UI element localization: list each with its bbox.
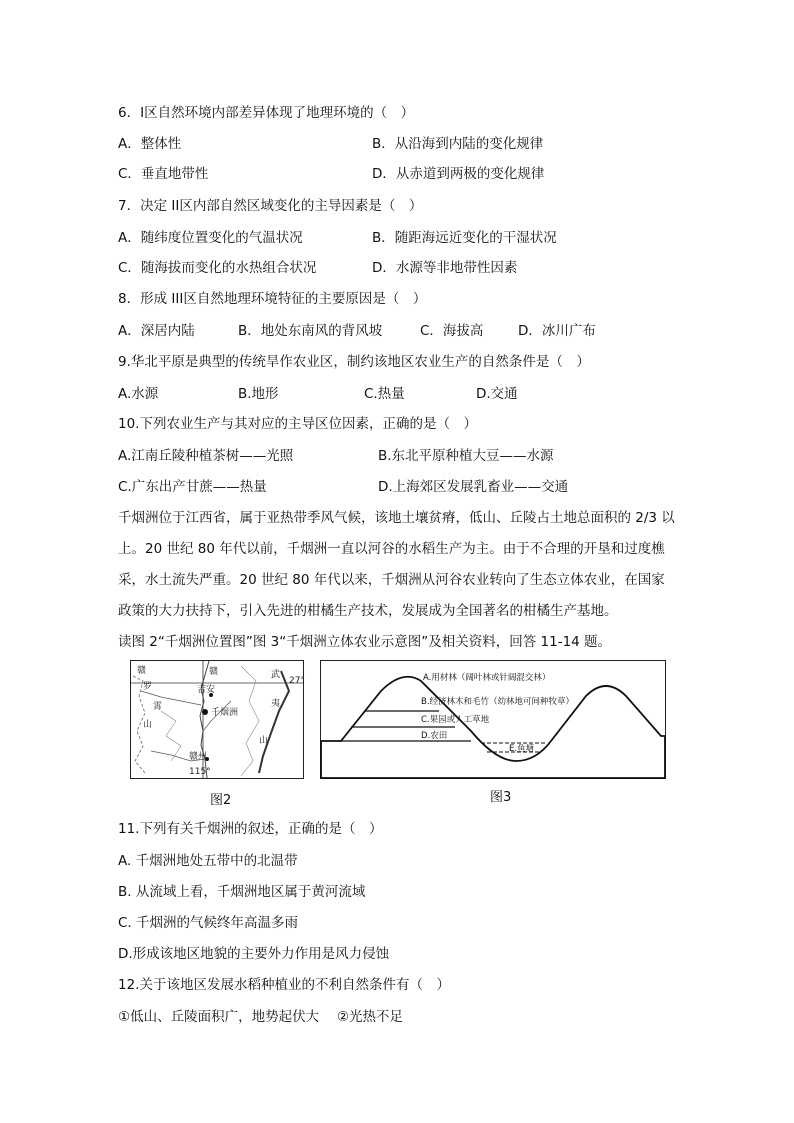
q8-option-a: A．深居内陆 — [118, 323, 195, 339]
qianyanzhou-marker — [202, 709, 208, 715]
zone-b-label: B.经济林木和毛竹（幼林地可间种牧草） — [421, 697, 575, 707]
q8-option-b: B．地处东南风的背风坡 — [238, 323, 383, 339]
q6-option-d: D．从赤道到两极的变化规律 — [372, 166, 545, 182]
latitude-label: 27° — [289, 676, 305, 686]
q9-option-b: B.地形 — [238, 386, 279, 402]
q10-option-b: B.东北平原种植大豆——水源 — [378, 448, 554, 464]
q9-option-d: D.交通 — [476, 386, 518, 402]
reading-passage: 千烟洲位于江西省，属于亚热带季风气候，该地土壤贫瘠，低山、丘陵占土地总面积的 2/3 以上。20 世纪 80 年代以前，千烟洲一直以河谷的水稻生产为主。由于不合理的开垦和过度樵采，水土流失严重。20 世纪 80 年代以来，千烟洲从河谷农业转向了生态立体农业，在国家政策的大力扶持下，引入先进的柑橘生产技术，发展成为全国著名的柑橘生产基地。 — [118, 510, 675, 619]
q9-stem: 9.华北平原是典型的传统旱作农业区，制约该地区农业生产的自然条件是（ ） — [118, 354, 590, 370]
q6-option-c: C．垂直地带性 — [118, 166, 209, 182]
q8-option-c: C．海拔高 — [420, 323, 484, 339]
figure-intro: 读图 2“千烟洲位置图”图 3“千烟洲立体农业示意图”及相关资料，回答 11-14 题。 — [118, 634, 612, 650]
q10-option-d: D.上海郊区发展乳畜业——交通 — [378, 479, 569, 495]
map-label: 霄 — [153, 702, 163, 712]
q8-option-d: D．冰川广布 — [518, 323, 596, 339]
q10-option-a: A.江南丘陵种植茶树——光照 — [118, 448, 294, 464]
terrain-contour — [241, 666, 259, 776]
profile-drawing — [321, 661, 665, 778]
q7-option-d: D．水源等非地带性因素 — [372, 260, 518, 276]
q11-option-b: B. 从流域上看，千烟洲地区属于黄河流域 — [118, 884, 366, 900]
map-label: 山 — [259, 736, 269, 746]
zone-c-label: C.果园或人工草地 — [421, 715, 490, 725]
q10-option-c: C.广东出产甘蔗——热量 — [118, 479, 267, 495]
q12-stem: 12.关于该地区发展水稻种植业的不利自然条件有（ ） — [118, 977, 450, 993]
q8-stem: 8．形成 III区自然地理环境特征的主要原因是（ ） — [118, 291, 427, 307]
q12-option-1-2: ①低山、丘陵面积广，地势起伏大 ②光热不足 — [118, 1009, 403, 1025]
river-branch — [141, 691, 201, 705]
q10-stem: 10.下列农业生产与其对应的主导区位因素，正确的是（ ） — [118, 416, 477, 432]
q9-option-a: A.水源 — [118, 386, 159, 402]
map-label: 赣 — [137, 666, 147, 676]
q11-stem: 11.下列有关千烟洲的叙述，正确的是（ ） — [118, 821, 383, 837]
longitude-label: 115° — [189, 767, 211, 777]
q6-option-a: A．整体性 — [118, 136, 182, 152]
q7-option-b: B．随距海远近变化的干湿状况 — [372, 230, 557, 246]
zone-a-label: A.用材林（阔叶林或针阔混交林） — [423, 673, 551, 683]
figure-2-map — [130, 660, 304, 779]
map-label: 赣 — [209, 667, 219, 677]
q7-option-c: C．随海拔而变化的水热组合状况 — [118, 260, 317, 276]
figure-2-caption: 图2 — [210, 793, 232, 808]
ganzhou-label: 赣州 — [189, 752, 208, 762]
map-label: 武 — [271, 670, 281, 680]
map-label: 夷 — [271, 699, 281, 709]
q11-option-d: D.形成该地区地貌的主要外力作用是风力侵蚀 — [118, 946, 390, 962]
q11-option-c: C. 千烟洲的气候终年高温多雨 — [118, 915, 299, 931]
q9-option-c: C.热量 — [364, 386, 405, 402]
qianyanzhou-label: 千烟洲 — [211, 708, 239, 718]
q11-option-a: A. 千烟洲地处五带中的北温带 — [118, 853, 298, 869]
figure-3-caption: 图3 — [490, 790, 512, 805]
q6-option-b: B．从沿海到内陆的变化规律 — [372, 136, 544, 152]
q7-stem: 7．决定 II区内部自然区域变化的主导因素是（ ） — [118, 198, 423, 214]
map-label: 山 — [143, 720, 153, 730]
jian-label: 吉安 — [197, 685, 216, 695]
map-label: 罗 — [143, 682, 153, 692]
zone-d-label: D.农田 — [421, 731, 448, 741]
figure-3-diagram — [320, 660, 666, 779]
q7-option-a: A．随纬度位置变化的气温状况 — [118, 230, 303, 246]
map-drawing — [131, 661, 303, 778]
wuyi-mountains — [259, 671, 289, 773]
zone-e-label: E.鱼塘 — [509, 744, 535, 754]
q6-stem: 6．I区自然环境内部差异体现了地理环境的（ ） — [118, 105, 415, 121]
